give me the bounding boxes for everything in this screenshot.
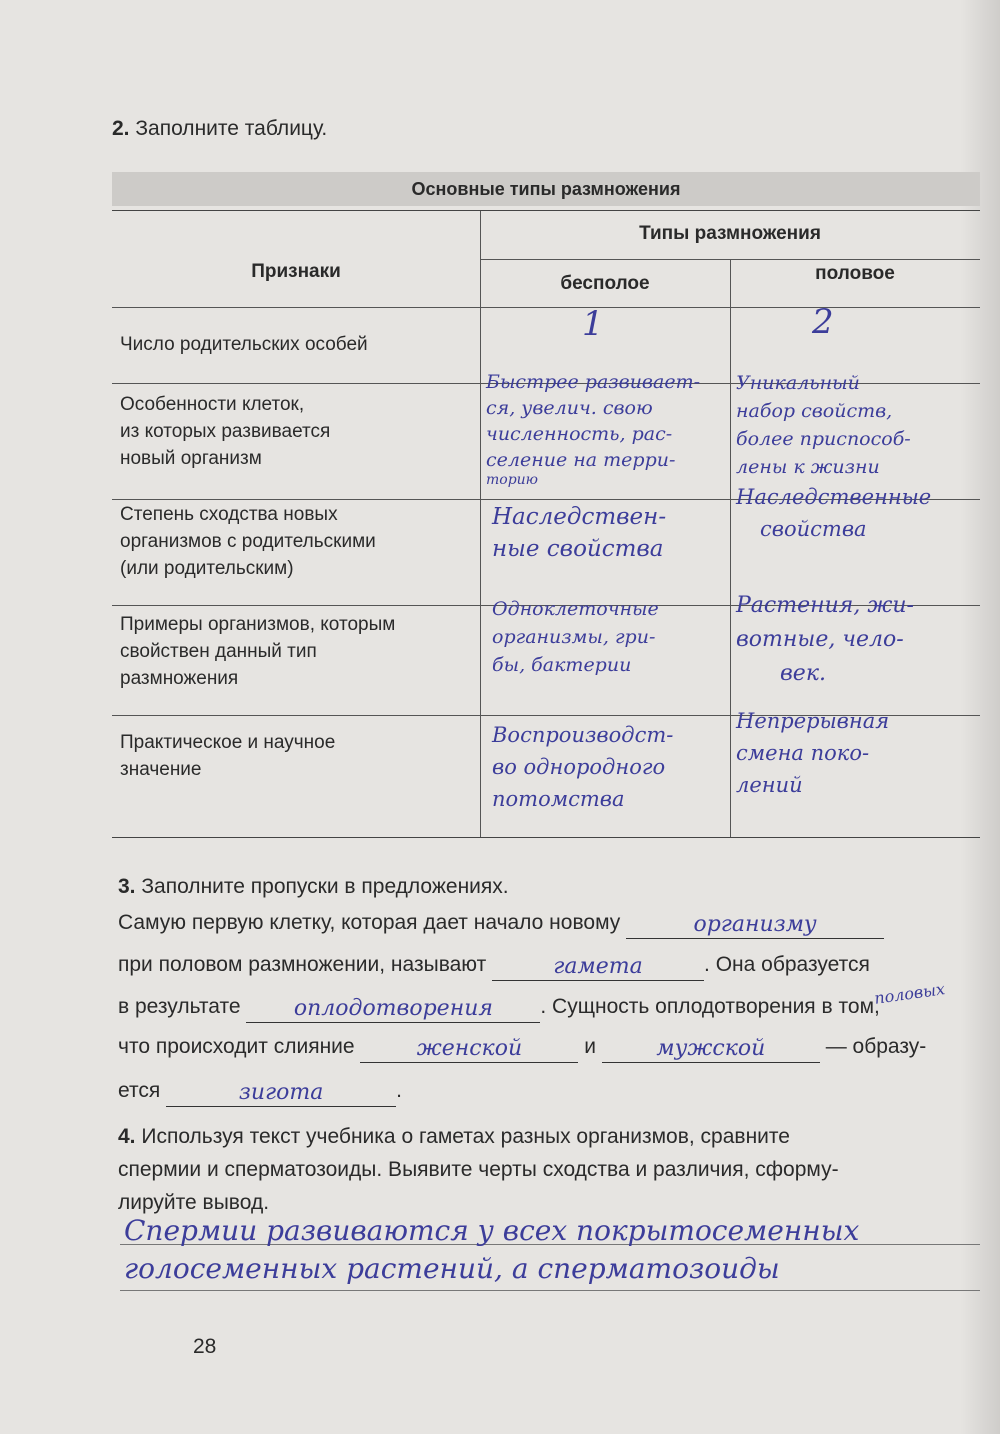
task-3-number: 3. — [118, 875, 136, 898]
task-4-line: спермии и сперматозоиды. Выявите черты сходства и различия, сформу- — [118, 1158, 839, 1181]
blank-5 — [602, 1032, 820, 1063]
annotation-sexual: половых — [873, 979, 947, 1008]
row-label-line: новый организм — [120, 448, 262, 469]
handwritten-line: Наследствен- — [492, 504, 667, 530]
answer-female: женской — [416, 1036, 523, 1061]
task-3-sentence-4 — [118, 1030, 988, 1063]
cell-asexual-similarity — [492, 501, 666, 565]
task-2-prompt: Заполните таблицу. — [135, 117, 328, 140]
row-label-line: Примеры организмов, которым — [120, 614, 396, 635]
handwritten-line: Растения, жи- — [736, 593, 914, 618]
page-number: 28 — [193, 1335, 217, 1358]
cell-sexual-significance — [736, 705, 889, 801]
blank-3 — [246, 992, 540, 1023]
answer-male: мужской — [656, 1036, 766, 1061]
handwritten-line: Непрерывная — [736, 709, 890, 733]
task-4-line: Используя текст учебника о гаметах разных организмов, сравните — [141, 1125, 790, 1148]
handwritten-line: Воспроизводст- — [492, 723, 674, 747]
task-4-answer-line-1: Спермии развиваются у всех покрытосеменных — [124, 1214, 860, 1247]
sentence-text: что происходит слияние — [118, 1035, 355, 1058]
task-3-prompt: Заполните пропуски в предложениях. — [141, 875, 509, 898]
row-label-similarity — [120, 501, 465, 582]
cell-asexual-examples — [492, 595, 659, 679]
task-4-body — [118, 1120, 988, 1219]
handwritten-line: набор свойств, — [736, 400, 893, 422]
blank-4 — [360, 1032, 578, 1063]
table-vline-1 — [480, 211, 481, 837]
row-label-line: организмов с родительскими — [120, 531, 376, 552]
cell-sexual-examples — [736, 589, 914, 691]
handwritten-line: ные свойства — [492, 536, 664, 562]
blank-1 — [626, 908, 884, 939]
handwritten-line: свойства — [760, 517, 867, 541]
cell-asexual-parents: 1 — [582, 304, 604, 344]
row-label-line: Практическое и научное — [120, 732, 336, 753]
sentence-text: и — [584, 1035, 596, 1058]
row-label-line: Особенности клеток, — [120, 394, 305, 415]
handwritten-line: Одноклеточные — [492, 598, 659, 620]
header-features: Признаки — [251, 261, 341, 282]
table-hline-1 — [112, 307, 980, 308]
handwritten-line: век. — [780, 661, 826, 686]
cell-sexual-parents: 2 — [812, 302, 834, 342]
reproduction-table — [112, 210, 980, 838]
sentence-text: — образу- — [825, 1035, 927, 1058]
answer-organism: организму — [693, 912, 817, 937]
table-caption: Основные типы размножения — [112, 172, 980, 206]
header-asexual: бесполое — [560, 273, 650, 294]
handwritten-line: смена поко- — [736, 741, 870, 765]
cell-sexual-cells — [736, 369, 911, 481]
sentence-text: . — [396, 1079, 402, 1102]
task-4-line: лируйте вывод. — [118, 1191, 270, 1214]
sentence-text: . Сущность оплодотворения в том, — [540, 995, 880, 1018]
handwritten-line: Быстрее развивает- — [486, 371, 701, 393]
handwritten-line: бы, бактерии — [492, 654, 632, 676]
handwritten-line: ся, увелич. свою — [486, 397, 653, 419]
header-types: Типы размножения — [639, 223, 821, 244]
row-label-cells — [120, 391, 465, 472]
answer-fertilization: оплодотворения — [293, 996, 493, 1021]
task-3-sentence-2 — [118, 948, 988, 981]
row-label-examples — [120, 611, 465, 692]
header-sexual: половое — [815, 263, 895, 284]
blank-6 — [166, 1076, 396, 1107]
handwritten-line: Уникальный — [736, 372, 860, 394]
row-label-significance — [120, 729, 465, 783]
handwritten-line: селение на терри- — [486, 449, 676, 471]
row-label-line: свойствен данный тип — [120, 641, 317, 662]
row-label-line: из которых развивается — [120, 421, 331, 442]
cell-asexual-cells — [486, 369, 700, 487]
cell-sexual-similarity — [736, 481, 931, 545]
row-label-line: размножения — [120, 668, 239, 689]
handwritten-line: лены к жизни — [736, 456, 880, 478]
sentence-text: при половом размножении, называют — [118, 953, 487, 976]
table-vline-2 — [730, 259, 731, 837]
row-label-line: (или родительским) — [120, 558, 294, 579]
answer-gamete: гамета — [553, 954, 643, 979]
handwritten-line: торию — [486, 472, 539, 488]
task-3-heading — [118, 870, 509, 903]
task-2-number: 2. — [112, 117, 130, 140]
handwritten-line: более приспособ- — [736, 428, 911, 450]
task-4-number: 4. — [118, 1125, 136, 1148]
row-label-line: Степень сходства новых — [120, 504, 338, 525]
handwritten-line: потомства — [492, 787, 625, 811]
blank-2 — [492, 950, 704, 981]
handwritten-line: лений — [736, 773, 803, 797]
row-label-parents — [120, 331, 465, 358]
row-label-line: значение — [120, 759, 202, 780]
task-3-sentence-1 — [118, 906, 988, 939]
handwritten-line: организмы, гри- — [492, 626, 656, 648]
sentence-text: Самую первую клетку, которая дает начало новому — [118, 911, 621, 934]
ruled-line-2 — [120, 1290, 980, 1291]
sentence-text: ется — [118, 1079, 161, 1102]
handwritten-line: численность, рас- — [486, 423, 673, 445]
sentence-text: . Она образуется — [704, 953, 870, 976]
row-label-line: Число родительских особей — [120, 334, 368, 355]
table-hline-header-split — [480, 259, 980, 260]
task-4-answer-line-2: голосеменных растений, а сперматозоиды — [124, 1252, 780, 1285]
sentence-text: в результате — [118, 995, 241, 1018]
task-3-sentence-5 — [118, 1074, 988, 1107]
handwritten-line: вотные, чело- — [736, 627, 904, 652]
answer-zygote: зигота — [238, 1080, 324, 1105]
handwritten-line: во однородного — [492, 755, 666, 779]
task-2-heading — [112, 112, 327, 145]
handwritten-line: Наследственные — [736, 485, 932, 509]
cell-asexual-significance — [492, 719, 673, 815]
task-3-sentence-3 — [118, 990, 988, 1023]
